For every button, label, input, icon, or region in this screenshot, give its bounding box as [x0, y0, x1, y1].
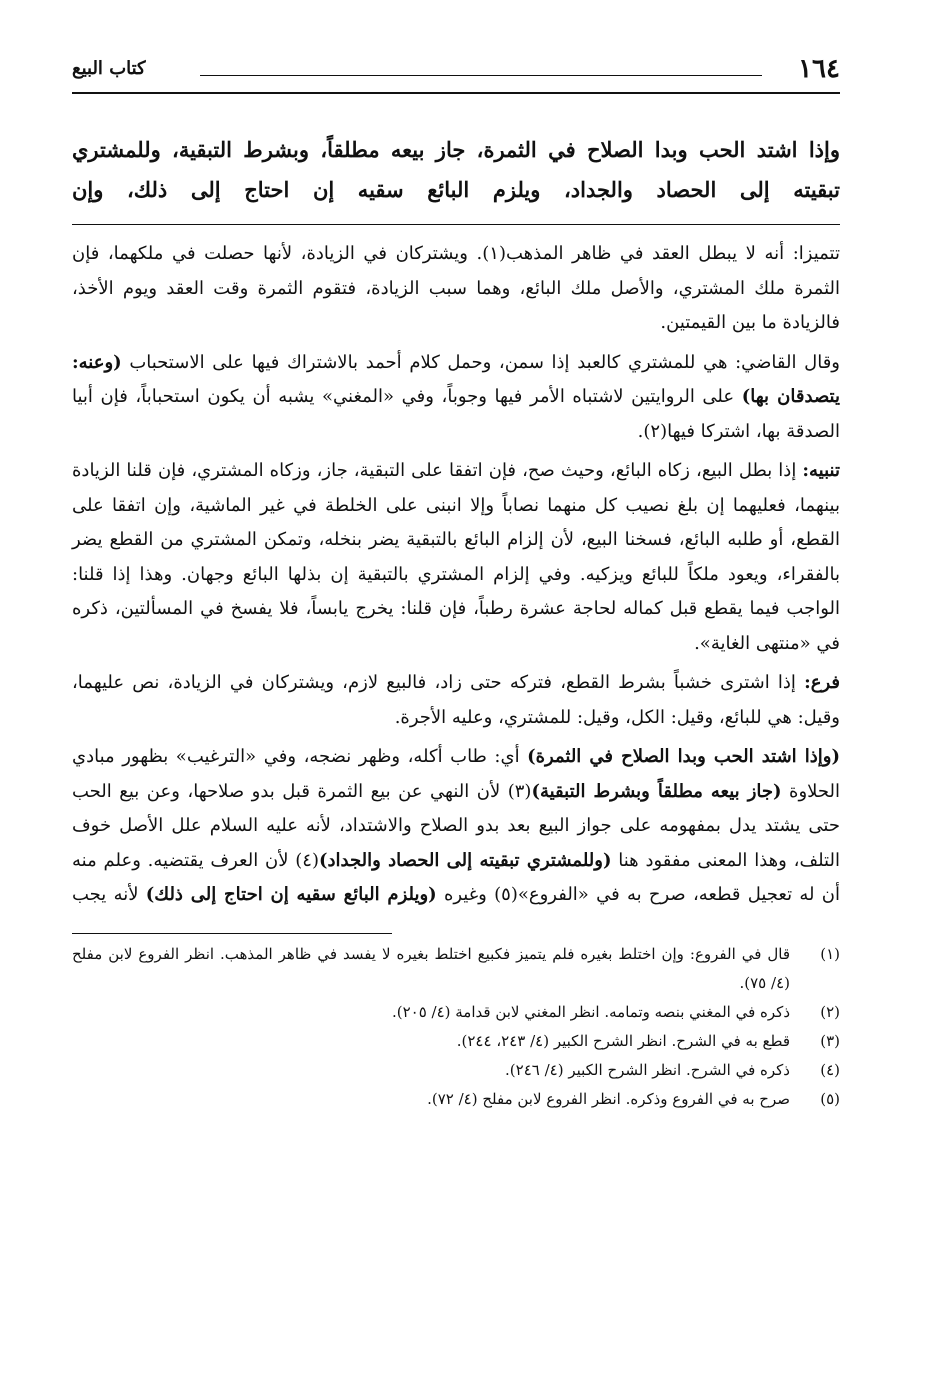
footnote-number: (٢): [820, 1002, 840, 1021]
footnote-number: (٣): [820, 1031, 840, 1050]
footnote-number: (١): [820, 944, 840, 963]
commentary-paragraph: [72, 454, 840, 661]
running-header: [72, 48, 840, 94]
far-label: فرع:: [804, 672, 840, 693]
footnote-text: قال في الفروع: وإن اختلط بغيره فلم يتميز فكبيع اختلط بغيره لا يفسد في ظاهر المذهب. انظر الفروع لابن مفلح (٤/ ٧٥).: [72, 944, 790, 992]
paragraph-text: أي: طاب أكله، وظهر نضجه، وفي «الترغيب» بظهور مبادي الحلاوة: [72, 746, 840, 802]
commentary-paragraph: [72, 346, 840, 450]
matn-text: وإذا اشتد الحب وبدا الصلاح في الثمرة، جاز بيعه مطلقاً، وبشرط التبقية، وللمشتري تبقيته إلى الحصاد والجداد، ويلزم البائع سقيه إن احتاج إلى ذلك، وإن: [72, 137, 840, 202]
quoted-matn: (ويلزم البائع سقيه إن احتاج إلى ذلك): [145, 884, 437, 905]
commentary-paragraph: [72, 237, 840, 341]
commentary-paragraph: [72, 666, 840, 735]
footnote-number: (٤): [820, 1060, 840, 1079]
quoted-matn: (وللمشتري تبقيته إلى الحصاد والجداد): [319, 849, 612, 871]
footnote: [72, 1085, 840, 1114]
quoted-matn: (وعنه: يتصدقان بها): [72, 351, 840, 407]
footnote-text: قطع به في الشرح. انظر الشرح الكبير (٤/ ٢٤٣، ٢٤٤).: [456, 1031, 790, 1050]
footnote-text: ذكره في الشرح. انظر الشرح الكبير (٤/ ٢٤٦).: [505, 1060, 790, 1079]
book-title: كتاب البيع: [72, 58, 146, 79]
footnotes: [72, 940, 840, 1114]
quoted-matn: (جاز بيعه مطلقاً وبشرط التبقية): [531, 780, 782, 802]
commentary-paragraph: [72, 740, 840, 913]
paragraph-text: (٤) لأن العرف يقتضيه. وعلم منه أن له تعجيل قطعه، صرح به في «الفروع»(٥) وغيره: [72, 849, 840, 905]
footnote-text: صرح به في الفروع وذكره. انظر الفروع لابن مفلح (٤/ ٧٢).: [427, 1089, 790, 1108]
footnote-text: ذكره في المغني بنصه وتمامه. انظر المغني لابن قدامة (٤/ ٢٠٥).: [391, 1002, 790, 1021]
quoted-matn: (وإذا اشتد الحب وبدا الصلاح في الثمرة): [527, 746, 840, 767]
paragraph-text: على الروايتين لاشتباه الأمر فيها وجوباً، وفي «المغني» يشبه أن يكون استحباباً، فإن أبيا الصدقة بها، اشتركا فيها(٢).: [72, 386, 840, 442]
commentary: [72, 237, 840, 913]
paragraph-text: إذا اشترى خشباً بشرط القطع، فتركه حتى زاد، فالبيع لازم، ويشتركان في الزيادة، نص عليهما، وقيل: هي للبائع، وقيل: الكل، وقيل: للمشتري، وعليه الأجرة.: [72, 672, 840, 728]
footnote-number: (٥): [820, 1089, 840, 1108]
footnote-separator: [72, 933, 392, 934]
paragraph-text: تتميزا: أنه لا يبطل العقد في ظاهر المذهب(١). ويشتركان في الزيادة، لأنها حصلت في ملكهما، فإن الثمرة ملك المشتري، والأصل ملك البائع، وهما سبب الزيادة، فتقوم الثمرة وقت العقد ويوم الأخذ، فالزيادة ما بين القيمتين.: [72, 243, 841, 333]
paragraph-text: (٣) لأن النهي عن بيع الثمرة قبل بدو صلاحها، وعن بيع الحب حتى يشتد يدل بمفهومه على جواز البيع بعد بدو الصلاح والاشتداد، لأنه عليه السلام علل الأصل خوف التلف، وهذا المعنى مفقود هنا: [72, 780, 840, 871]
tanbih-label: تنبيه:: [802, 460, 840, 481]
matn-separator: [72, 224, 840, 225]
footnote: [72, 1056, 840, 1085]
paragraph-text: وقال القاضي: هي للمشتري كالعبد إذا سمن، وحمل كلام أحمد بالاشتراك فيها على الاستحباب: [121, 351, 840, 373]
header-rule: [200, 75, 762, 76]
paragraph-text: لأنه يجب: [72, 884, 146, 905]
footnote: [72, 1027, 840, 1056]
page: [72, 48, 840, 1114]
paragraph-text: إذا بطل البيع، زكاه البائع، وحيث صح، فإن اتفقا على التبقية، جاز، وزكاه المشتري، فإن قلنا الزيادة بينهما، فعليهما إن بلغ نصيب كل منهما نصاباً وإلا انبنى على الخلطة في غير الماشية، وإن اتفقا على القطع، أو طلبه البائع، فسخنا البيع، لأن إلزام البائع بالتبقية يضر بنخله، وتمكن المشتري من القطع يضر بالفقراء، ويعود ملكاً للبائع ويزكيه. وفي إلزام المشتري بالتبقية إن بذلها البائع وجهان. وهذا إذا قلنا: الواجب فيما يقطع قبل كماله لحاجة عشرة رطباً، فإن قلنا: يخرج يابساً، فلا يفسخ في المسألتين، ذكره في «منتهى الغاية».: [72, 460, 840, 654]
footnote: [72, 940, 840, 998]
page-number: ١٦٤: [798, 54, 840, 84]
footnote: [72, 998, 840, 1027]
